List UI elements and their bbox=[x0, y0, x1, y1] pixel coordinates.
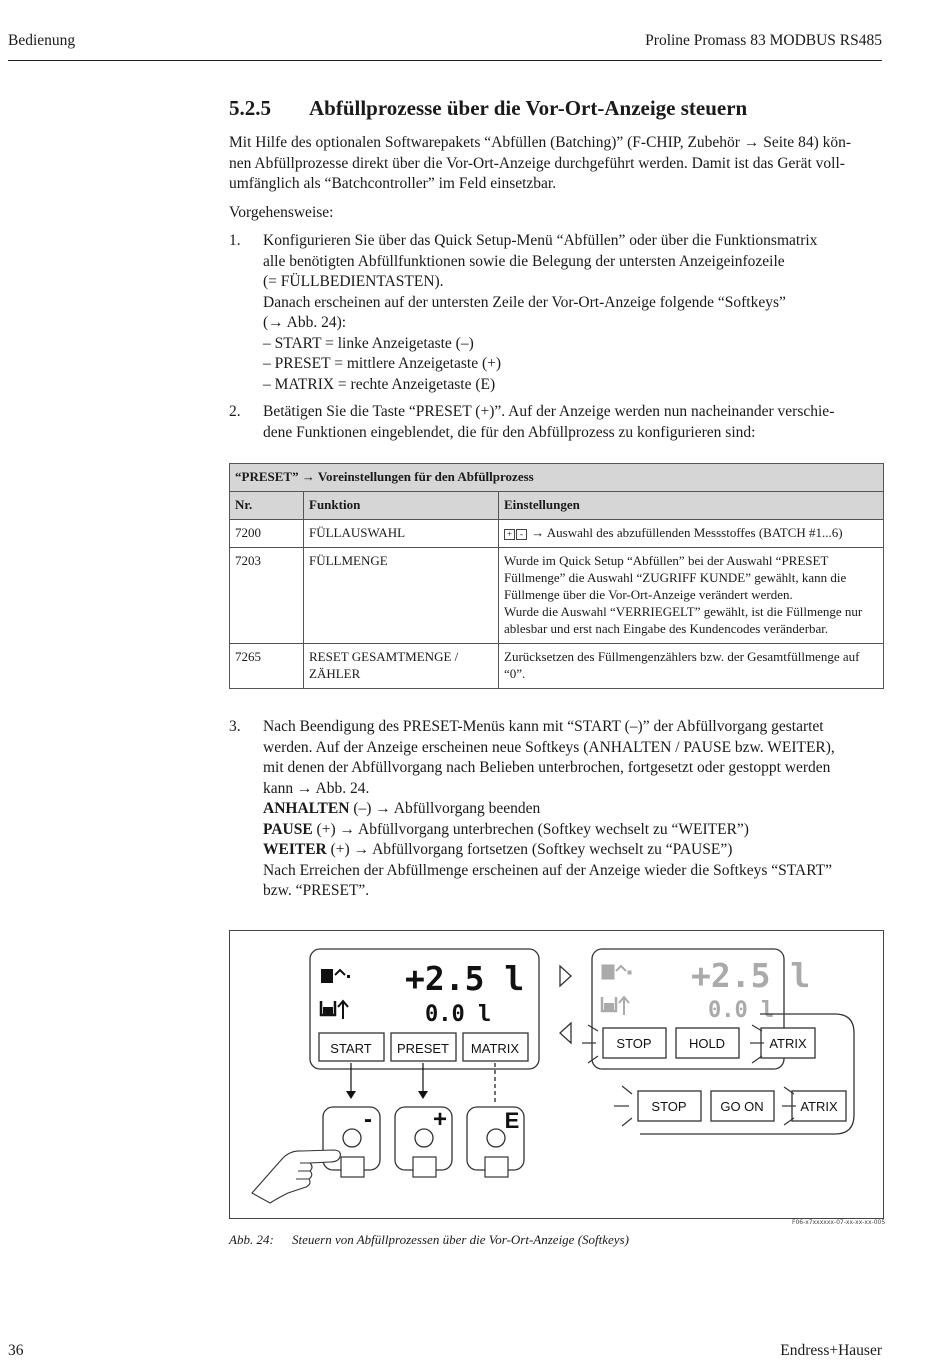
softkey-stop-running[interactable] bbox=[603, 1028, 666, 1058]
step-line: werden. Auf der Anzeige erscheinen neue Softkeys (ANHALTEN / PAUSE bzw. WEITER), bbox=[263, 738, 835, 756]
cell-line: Wurde die Auswahl “VERRIEGELT” gewählt, ist die Füllmenge nur bbox=[504, 604, 863, 619]
step-3 bbox=[229, 717, 885, 902]
figure-caption bbox=[229, 1232, 629, 1248]
softkey-preset[interactable] bbox=[391, 1033, 456, 1061]
page-number: 36 bbox=[8, 1342, 24, 1359]
step-line: Nach Erreichen der Abfüllmenge erscheinen auf der Anzeige wieder die Softkeys “START” bbox=[263, 861, 832, 879]
cell-text: → Auswahl des abzufüllenden Messstoffes (BATCH #1...6) bbox=[531, 525, 843, 540]
display-value-faded: +2.5 l bbox=[691, 956, 811, 995]
step-line: dene Funktionen eingeblendet, die für den Abfüllprozess zu konfigurieren sind: bbox=[263, 423, 756, 441]
cell-line: ZÄHLER bbox=[309, 666, 361, 681]
cell-nr: 7265 bbox=[230, 644, 304, 689]
cell-funktion bbox=[304, 644, 499, 689]
display-value: +2.5 l bbox=[405, 959, 525, 998]
display-total: 0.0 l bbox=[425, 1002, 492, 1027]
cell-line: Füllmenge über die Vor-Ort-Anzeige verändert werden. bbox=[504, 587, 793, 602]
step-line: alle benötigten Abfüllfunktionen sowie die Belegung der untersten Anzeigeinfozeile bbox=[263, 252, 785, 270]
figure-code: F06-x7xxxxxx-07-xx-xx-xx-005 bbox=[792, 1219, 886, 1226]
softkey-desc: (+) → Abfüllvorgang fortsetzen (Softkey wechselt zu “PAUSE”) bbox=[326, 841, 733, 858]
softkey-label: START bbox=[330, 1041, 372, 1056]
pointing-hand-icon bbox=[252, 1150, 340, 1203]
brand-name: Endress+Hauser bbox=[780, 1342, 882, 1359]
section-number: 5.2.5 bbox=[229, 96, 271, 120]
running-header-product: Proline Promass 83 MODBUS RS485 bbox=[645, 32, 882, 49]
batch-icon-faded bbox=[602, 965, 631, 979]
step-line: – MATRIX = rechte Anzeigetaste (E) bbox=[263, 375, 496, 393]
intro-line: Mit Hilfe des optionalen Softwarepakets “Abfüllen (Batching)” (F-CHIP, Zubehör → Seite 84) kön- bbox=[229, 134, 852, 151]
step-line: – START = linke Anzeigetaste (–) bbox=[263, 334, 474, 352]
plus-key-icon: + bbox=[504, 529, 515, 540]
cell-line: Zurücksetzen des Füllmengenzählers bzw. der Gesamtfüllmenge auf bbox=[504, 649, 860, 664]
intro-line: nen Abfüllprozesse direkt über die Vor-Ort-Anzeige durchgeführt werden. Damit ist das Gerät voll- bbox=[229, 154, 845, 172]
softkey-go-on[interactable] bbox=[711, 1091, 774, 1121]
cell-nr: 7203 bbox=[230, 548, 304, 644]
softkey-matrix-running[interactable] bbox=[761, 1028, 815, 1058]
softkey-desc: (+) → Abfüllvorgang unterbrechen (Softkey wechselt zu “WEITER”) bbox=[312, 820, 749, 838]
table-row bbox=[230, 520, 884, 548]
procedure-label: Vorgehensweise: bbox=[229, 204, 334, 221]
softkey-start[interactable] bbox=[319, 1033, 384, 1061]
plus-key-label: + bbox=[432, 1106, 448, 1133]
enter-key[interactable] bbox=[467, 1107, 524, 1177]
softkey-stop-hold[interactable] bbox=[638, 1091, 701, 1121]
step-line: Danach erscheinen auf der untersten Zeile der Vor-Ort-Anzeige folgende “Softkeys” bbox=[263, 293, 786, 311]
table-row bbox=[230, 644, 884, 689]
softkey-matrix[interactable] bbox=[463, 1033, 528, 1061]
cell-einstellungen bbox=[499, 520, 884, 548]
softkey-label: HOLD bbox=[688, 1036, 726, 1051]
step-number: 3. bbox=[229, 718, 241, 735]
cell-line: RESET GESAMTMENGE / bbox=[309, 649, 459, 664]
table-caption: “PRESET” → Voreinstellungen für den Abfüllprozess bbox=[230, 464, 884, 492]
step-line: mit denen der Abfüllvorgang nach Belieben unterbrochen, fortgesetzt oder gestoppt werden bbox=[263, 759, 831, 776]
cell-funktion: FÜLLAUSWAHL bbox=[304, 520, 499, 548]
table-header-funktion: Funktion bbox=[304, 492, 499, 520]
caption-label: Abb. 24: bbox=[229, 1232, 274, 1247]
step-number: 1. bbox=[229, 232, 241, 249]
cell-einstellungen bbox=[499, 548, 884, 644]
total-icon bbox=[321, 1001, 348, 1019]
softkey-term: WEITER bbox=[263, 841, 327, 858]
section-heading bbox=[229, 96, 747, 121]
softkey-label: STOP bbox=[616, 1036, 652, 1051]
minus-key-label: - bbox=[364, 1106, 372, 1133]
softkey-label: STOP bbox=[651, 1099, 687, 1114]
prev-state-arrow bbox=[560, 1023, 571, 1043]
batch-icon bbox=[321, 969, 350, 983]
next-state-arrow bbox=[560, 966, 571, 986]
cell-nr: 7200 bbox=[230, 520, 304, 548]
minus-key-icon: - bbox=[516, 529, 527, 540]
figure-drawing bbox=[230, 931, 883, 1218]
cell-line: “0”. bbox=[504, 666, 526, 681]
step-line: Konfigurieren Sie über das Quick Setup-Menü “Abfüllen” oder über die Funktionsmatrix bbox=[263, 232, 818, 249]
softkey-hold[interactable] bbox=[676, 1028, 739, 1058]
cell-einstellungen bbox=[499, 644, 884, 689]
intro-line: umfänglich als “Batchcontroller” im Feld einsetzbar. bbox=[229, 175, 557, 192]
step-item bbox=[263, 799, 885, 820]
display-total-faded: 0.0 l bbox=[708, 998, 775, 1023]
table-row bbox=[230, 548, 884, 644]
step-line: (→ Abb. 24): bbox=[263, 314, 347, 331]
header-rule bbox=[8, 60, 882, 61]
step-1 bbox=[229, 231, 885, 395]
step-2 bbox=[229, 402, 885, 443]
step-line: kann → Abb. 24. bbox=[263, 779, 370, 797]
caption-text: Steuern von Abfüllprozessen über die Vor-Ort-Anzeige (Softkeys) bbox=[292, 1232, 629, 1247]
cell-line: ablesbar und erst nach Eingabe des Kundencodes veränderbar. bbox=[504, 621, 829, 636]
softkey-term: PAUSE bbox=[263, 820, 313, 838]
cell-line: Füllmenge” die Auswahl “ZUGRIFF KUNDE” gewählt, kann die bbox=[504, 570, 847, 585]
softkey-label: GO ON bbox=[720, 1099, 764, 1114]
step-line: bzw. “PRESET”. bbox=[263, 882, 370, 899]
figure-softkeys bbox=[229, 930, 884, 1219]
running-header-section: Bedienung bbox=[8, 32, 76, 49]
step-line: (= FÜLLBEDIENTASTEN). bbox=[263, 273, 444, 290]
step-item bbox=[263, 820, 885, 841]
softkey-term: ANHALTEN bbox=[263, 800, 350, 817]
enter-key-label: E bbox=[504, 1108, 520, 1133]
softkey-label: MATRIX bbox=[470, 1041, 520, 1056]
step-line: – PRESET = mittlere Anzeigetaste (+) bbox=[263, 355, 502, 372]
section-title: Abfüllprozesse über die Vor-Ort-Anzeige steuern bbox=[309, 96, 748, 120]
preset-table bbox=[229, 463, 884, 689]
total-icon-faded bbox=[602, 997, 629, 1015]
step-line: Nach Beendigung des PRESET-Menüs kann mit “START (–)” der Abfüllvorgang gestartet bbox=[263, 718, 824, 735]
minus-key[interactable] bbox=[323, 1106, 380, 1177]
step-number: 2. bbox=[229, 403, 241, 420]
softkey-label: ATRIX bbox=[769, 1036, 807, 1051]
table-header-einstellungen: Einstellungen bbox=[499, 492, 884, 520]
cell-funktion: FÜLLMENGE bbox=[304, 548, 499, 644]
softkey-matrix-hold[interactable] bbox=[792, 1091, 846, 1121]
step-line: Betätigen Sie die Taste “PRESET (+)”. Auf der Anzeige werden nun nacheinander verschie- bbox=[263, 403, 835, 420]
softkey-label: ATRIX bbox=[800, 1099, 838, 1114]
cell-line: Wurde im Quick Setup “Abfüllen” bei der Auswahl “PRESET bbox=[504, 553, 829, 568]
plus-key[interactable] bbox=[395, 1106, 452, 1177]
softkey-label: PRESET bbox=[396, 1041, 450, 1056]
step-item bbox=[263, 840, 885, 861]
intro-paragraph bbox=[229, 133, 885, 195]
softkey-desc: (–) → Abfüllvorgang beenden bbox=[349, 800, 541, 817]
table-header-nr: Nr. bbox=[230, 492, 304, 520]
